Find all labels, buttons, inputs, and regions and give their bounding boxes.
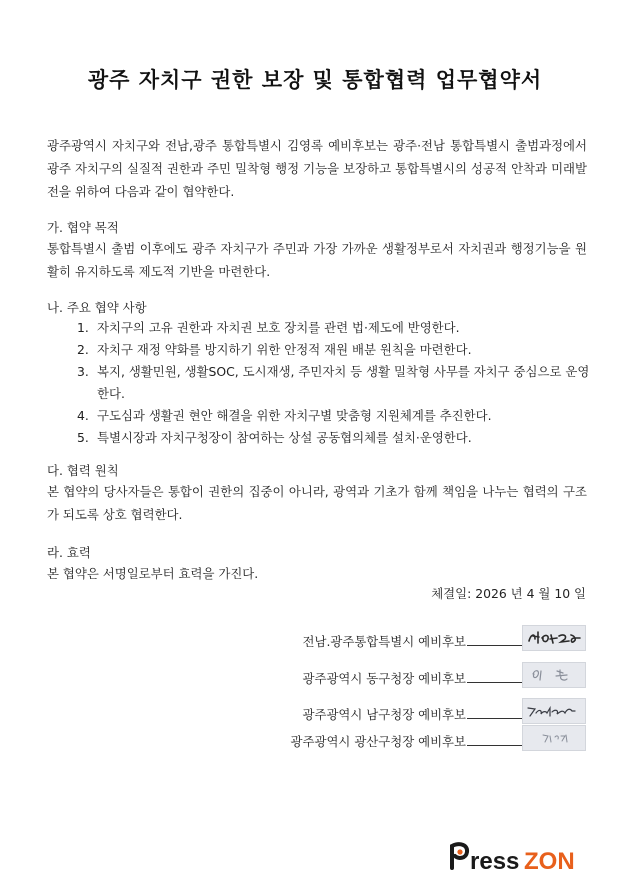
signature-image: [522, 625, 586, 651]
signatory-label: 광주광역시 동구청장 예비후보: [302, 671, 466, 686]
signature-line: [467, 718, 523, 719]
list-item: [77, 339, 592, 361]
signature-line: [467, 682, 523, 683]
item-number: 5.: [77, 430, 89, 445]
svg-text:ZON: ZON: [524, 848, 575, 875]
signatory-label: 전남.광주통합특별시 예비후보: [302, 634, 466, 649]
list-item: [77, 427, 592, 449]
signature-image: [522, 725, 586, 751]
signature-image: [522, 698, 586, 724]
signatory-row: [0, 725, 630, 755]
signing-date: 체결일: 2026 년 4 월 10 일: [431, 586, 586, 601]
presszon-logo: [446, 838, 586, 878]
item-text: 특별시장과 자치구청장이 참여하는 상설 공동협의체를 설치·운영한다.: [97, 430, 472, 445]
item-number: 2.: [77, 342, 89, 357]
signature-line: [467, 645, 523, 646]
intro-paragraph: 광주광역시 자치구와 전남,광주 통합특별시 김영록 예비후보는 광주·전남 통합특별시 출범과정에서 광주 자치구의 실질적 권한과 주민 밀착형 행정 기능을 보장하고 통합특별시의 성공적 안착과 미래발전을 위하여 다음과 같이 협약한다.: [47, 138, 587, 199]
signatory-row: [0, 662, 630, 692]
signature-image: [522, 662, 586, 688]
signatory-label: 광주광역시 남구청장 예비후보: [302, 707, 466, 722]
list-item: [77, 361, 592, 405]
svg-text:ress: ress: [470, 848, 520, 875]
purpose-text: 통합특별시 출범 이후에도 광주 자치구가 주민과 가장 가까운 생활정부로서 자치권과 행정기능을 원활히 유지하도록 제도적 기반을 마련한다.: [47, 241, 587, 279]
agreement-items-list: [77, 317, 592, 449]
item-number: 3.: [77, 364, 89, 379]
principle-heading: 다. 협력 원칙: [47, 463, 119, 478]
effect-text: 본 협약은 서명일로부터 효력을 가진다.: [47, 566, 259, 581]
principle-text: 본 협약의 당사자들은 통합이 권한의 집중이 아니라, 광역과 기초가 함께 책임을 나누는 협력의 구조가 되도록 상호 협력한다.: [47, 484, 587, 522]
item-number: 4.: [77, 408, 89, 423]
document-title: 광주 자치구 권한 보장 및 통합협력 업무협약서: [87, 68, 543, 92]
signature-line: [467, 745, 523, 746]
list-item: [77, 405, 592, 427]
effect-heading: 라. 효력: [47, 545, 91, 560]
signatory-label: 광주광역시 광산구청장 예비후보: [290, 734, 466, 749]
list-item: [77, 317, 592, 339]
item-number: 1.: [77, 320, 89, 335]
items-heading: 나. 주요 협약 사항: [47, 300, 147, 315]
item-text: 구도심과 생활권 현안 해결을 위한 자치구별 맞춤형 지원체계를 추진한다.: [97, 408, 492, 423]
signatory-row: [0, 625, 630, 655]
item-text: 자치구 재정 약화를 방지하기 위한 안정적 재원 배분 원칙을 마련한다.: [97, 342, 472, 357]
item-text: 자치구의 고유 권한과 자치권 보호 장치를 관련 법·제도에 반영한다.: [97, 320, 460, 335]
purpose-heading: 가. 협약 목적: [47, 220, 119, 235]
item-text: 복지, 생활민원, 생활SOC, 도시재생, 주민자치 등 생활 밀착형 사무를 자치구 중심으로 운영한다.: [97, 364, 590, 401]
signatory-row: [0, 698, 630, 728]
